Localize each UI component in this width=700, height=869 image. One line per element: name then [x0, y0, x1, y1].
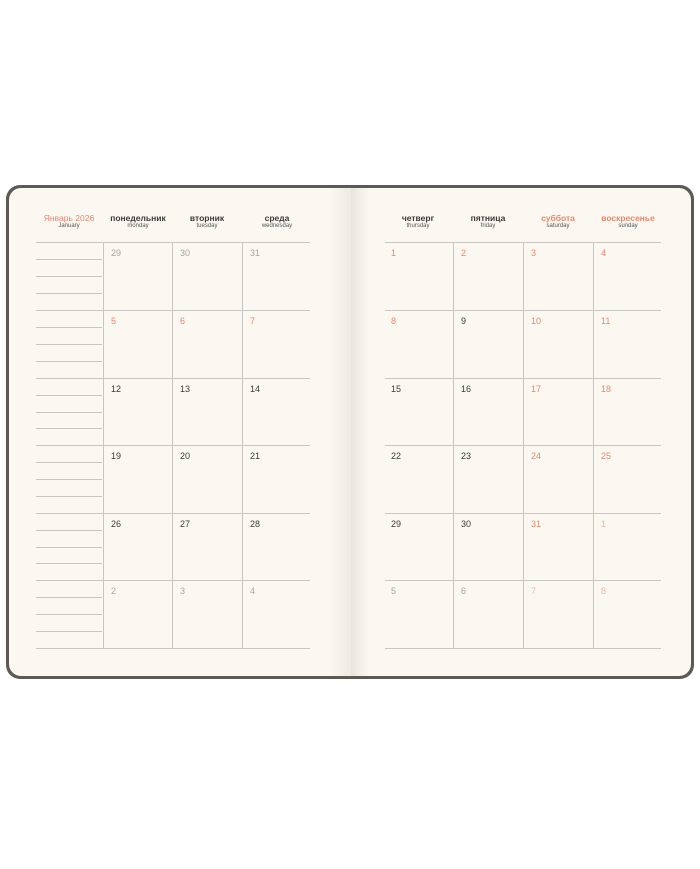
day-number: 9: [461, 316, 467, 326]
note-line: [36, 479, 102, 480]
day-number: 14: [250, 384, 261, 394]
day-number: 24: [531, 451, 542, 461]
day-number: 1: [391, 248, 397, 258]
day-number: 13: [180, 384, 191, 394]
weekday-header-tuesday: [174, 213, 240, 230]
row-line: [36, 445, 310, 446]
day-number: 22: [391, 451, 402, 461]
note-line: [36, 395, 102, 396]
month-title: [36, 213, 102, 230]
day-number: 2: [111, 586, 117, 596]
col-line: [453, 242, 454, 648]
month-title-en: January: [58, 223, 80, 229]
day-number: 6: [180, 316, 186, 326]
col-line: [593, 242, 594, 648]
note-line: [36, 344, 102, 345]
row-line: [36, 378, 310, 379]
day-number: 31: [531, 519, 542, 529]
day-number: 29: [391, 519, 402, 529]
weekday-header-monday-ru: понедельник: [110, 213, 166, 223]
col-line: [242, 242, 243, 648]
weekday-header-saturday: [525, 213, 591, 230]
weekday-header-wednesday: [244, 213, 310, 230]
day-number: 26: [111, 519, 122, 529]
weekday-header-sunday-ru: воскресенье: [601, 213, 655, 223]
row-line: [36, 242, 310, 243]
note-line: [36, 428, 102, 429]
day-number: 7: [250, 316, 256, 326]
note-line: [36, 614, 102, 615]
weekday-header-sunday-en: sunday: [618, 223, 638, 229]
note-line: [36, 563, 102, 564]
day-number: 3: [531, 248, 537, 258]
note-line: [36, 412, 102, 413]
note-line: [36, 259, 102, 260]
weekday-header-thursday-ru: четверг: [401, 213, 435, 223]
col-line: [523, 242, 524, 648]
day-number: 30: [180, 248, 191, 258]
row-line: [36, 648, 310, 649]
note-line: [36, 361, 102, 362]
weekday-header-friday: [455, 213, 521, 230]
weekday-header-sunday: [595, 213, 661, 230]
day-number: 28: [250, 519, 261, 529]
note-line: [36, 327, 102, 328]
day-number: 10: [531, 316, 542, 326]
day-number: 23: [461, 451, 472, 461]
day-number: 2: [461, 248, 467, 258]
day-number: 5: [111, 316, 117, 326]
note-line: [36, 462, 102, 463]
col-line: [172, 242, 173, 648]
col-line: [103, 242, 104, 648]
note-line: [36, 293, 102, 294]
day-number: 15: [391, 384, 402, 394]
day-number: 20: [180, 451, 191, 461]
weekday-header-monday: [105, 213, 171, 230]
day-number: 25: [601, 451, 612, 461]
row-line: [36, 310, 310, 311]
day-number: 29: [111, 248, 122, 258]
day-number: 27: [180, 519, 191, 529]
day-number: 7: [531, 586, 537, 596]
day-number: 30: [461, 519, 472, 529]
weekday-header-thursday: [385, 213, 451, 230]
row-line: [385, 648, 661, 649]
weekday-header-saturday-en: saturday: [546, 223, 570, 229]
weekday-header-tuesday-ru: вторник: [189, 213, 225, 223]
month-title-ru: Январь 2026: [43, 213, 95, 223]
day-number: 5: [391, 586, 397, 596]
day-number: 4: [601, 248, 607, 258]
weekday-header-wednesday-ru: среда: [264, 213, 290, 223]
weekday-header-wednesday-en: wednesday: [261, 223, 293, 229]
row-line: [36, 580, 310, 581]
weekday-header-friday-en: friday: [480, 223, 496, 229]
row-line: [36, 513, 310, 514]
day-number: 16: [461, 384, 472, 394]
note-line: [36, 530, 102, 531]
note-line: [36, 276, 102, 277]
weekday-header-friday-ru: пятница: [470, 213, 506, 223]
day-number: 12: [111, 384, 122, 394]
note-line: [36, 631, 102, 632]
day-number: 19: [111, 451, 122, 461]
day-number: 4: [250, 586, 256, 596]
note-line: [36, 597, 102, 598]
day-number: 11: [601, 316, 611, 326]
day-number: 6: [461, 586, 467, 596]
day-number: 3: [180, 586, 186, 596]
weekday-header-monday-en: monday: [127, 223, 149, 229]
note-line: [36, 496, 102, 497]
day-number: 21: [250, 451, 261, 461]
day-number: 8: [601, 586, 607, 596]
weekday-header-thursday-en: thursday: [406, 223, 430, 229]
weekday-header-tuesday-en: tuesday: [196, 223, 218, 229]
day-number: 17: [531, 384, 542, 394]
day-number: 31: [250, 248, 261, 258]
day-number: 8: [391, 316, 397, 326]
day-number: 18: [601, 384, 612, 394]
note-line: [36, 547, 102, 548]
day-number: 1: [601, 519, 607, 529]
weekday-header-saturday-ru: суббота: [541, 213, 575, 223]
